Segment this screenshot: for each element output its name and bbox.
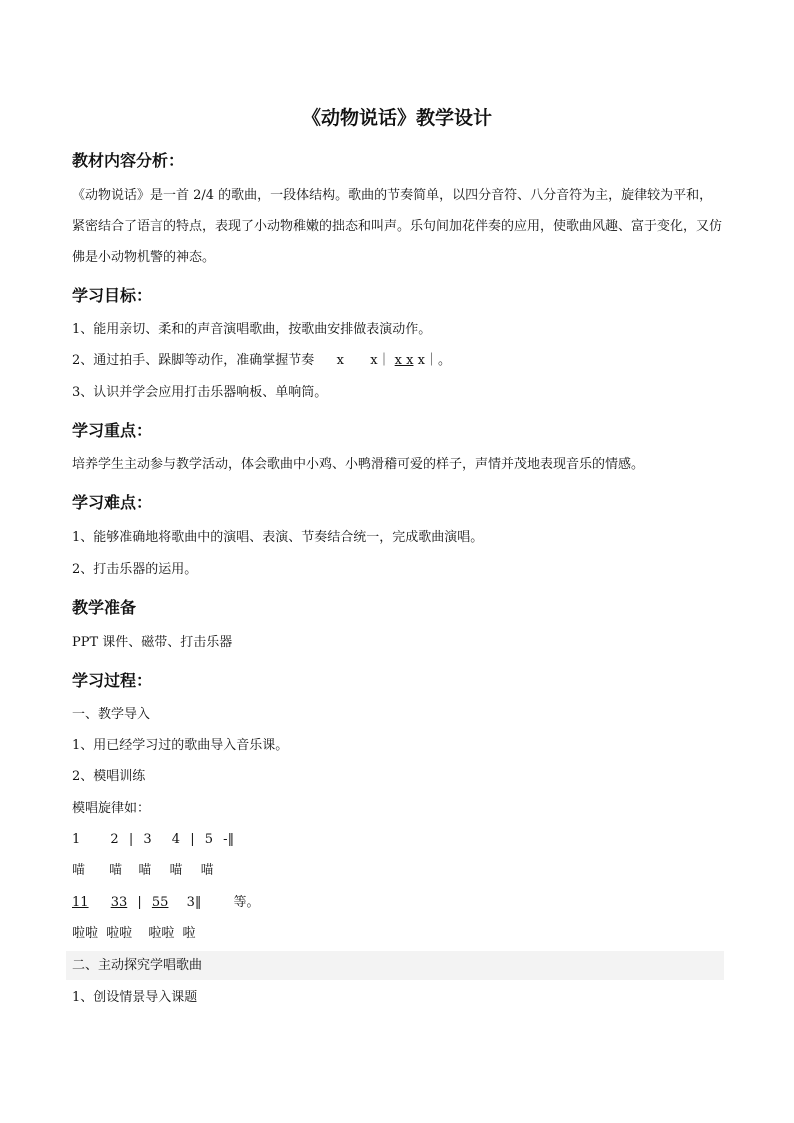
lyric: 喵 (109, 863, 123, 878)
goal-item-1: 1、能用亲切、柔和的声音演唱歌曲，按歌曲安排做表演动作。 (72, 322, 432, 337)
section-heading-difficulty: 学习难点： (72, 493, 153, 512)
analysis-text: 《动物说话》是一首 2/4 的歌曲，一段体结构。歌曲的节奏简单，以四分音符、八分音符为主，旋律较为平和，紧密结合了语言的特点，表现了小动物稚嫩的拙态和叫声。乐句间加花伴奏的应用，使歌曲风趣、富于变化，又仿佛是小动物机警的神态。 (72, 188, 723, 265)
melody-note-underlined: 55 (151, 895, 169, 910)
process-part-2: 二、主动探究学唱歌曲 (72, 958, 203, 973)
lyric-line-1 (72, 862, 214, 880)
lyric: 啦 (182, 926, 196, 941)
lyric: 喵 (169, 863, 183, 878)
melody-note: 2 (110, 832, 119, 847)
process-part-1: 一、教学导入 (72, 707, 151, 722)
melody-note-underlined: 33 (110, 895, 128, 910)
section-heading-process: 学习过程： (72, 671, 153, 690)
melody-label: 模唱旋律如： (72, 801, 151, 816)
melody-line-1 (72, 831, 234, 849)
key-text: 培养学生主动参与教学活动，体会歌曲中小鸡、小鸭滑稽可爱的样子，声情并茂地表现音乐的情感。 (72, 457, 645, 472)
melody-note: 3‖ (186, 895, 202, 910)
process-part-2-step-1: 1、创设情景导入课题 (72, 990, 198, 1005)
section-heading-prep: 教学准备 (72, 598, 137, 617)
melody-barline: | (190, 832, 195, 847)
section-heading-key: 学习重点： (72, 421, 153, 440)
difficulty-item-1: 1、能够准确地将歌曲中的演唱、表演、节奏结合统一，完成歌曲演唱。 (72, 530, 484, 545)
prep-text: PPT 课件、磁带、打击乐器 (72, 635, 233, 650)
melody-barline: | (128, 832, 134, 847)
melody-note: 3 (143, 832, 152, 847)
lyric: 啦啦 (106, 926, 133, 941)
melody-note-underlined: 11 (72, 895, 89, 910)
lyric: 啦啦 (72, 926, 99, 941)
goal-item-2 (72, 352, 451, 370)
section-heading-analysis: 教材内容分析： (72, 151, 185, 170)
lyric: 啦啦 (148, 926, 175, 941)
lyric: 喵 (72, 863, 86, 878)
goal-item-3: 3、认识并学会应用打击乐器响板、单响筒。 (72, 385, 328, 400)
melody-note: 1 (72, 832, 81, 847)
page-title: 《动物说话》教学设计 (301, 107, 492, 129)
melody-note: -‖ (223, 832, 235, 847)
process-step-1: 1、用已经学习过的歌曲导入音乐课。 (72, 738, 289, 753)
rhythm-note: x｜ (370, 353, 391, 368)
lyric: 喵 (200, 863, 214, 878)
lyric-line-2 (72, 925, 195, 943)
rhythm-note-underlined: x x (394, 353, 414, 368)
melody-barline: | (137, 895, 142, 910)
section-heading-goals: 学习目标： (72, 286, 153, 305)
melody-line-2 (72, 894, 260, 912)
rhythm-note: x｜。 (417, 353, 451, 368)
process-step-2: 2、模唱训练 (72, 769, 146, 784)
melody-note: 4 (171, 832, 181, 847)
melody-etc: 等。 (233, 895, 260, 910)
lyric: 喵 (138, 863, 152, 878)
rhythm-note: x (336, 353, 344, 368)
difficulty-item-2: 2、打击乐器的运用。 (72, 562, 198, 577)
goal-item-2-text: 2、通过拍手、跺脚等动作，准确掌握节奏 (72, 353, 315, 368)
melody-note: 5 (204, 832, 214, 847)
